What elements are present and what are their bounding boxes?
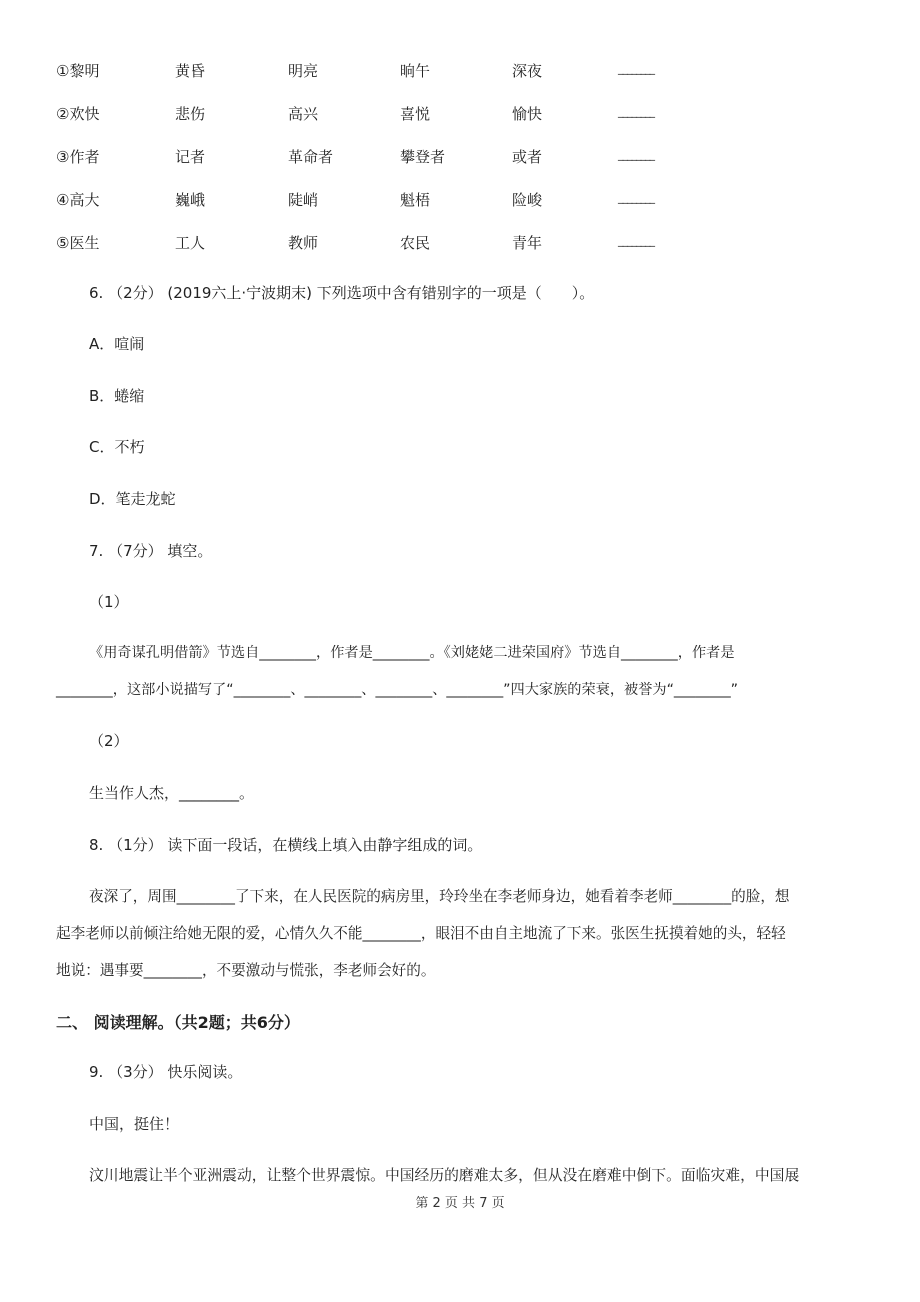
word-group-row [0, 103, 920, 125]
word: ②欢快 [56, 105, 100, 123]
q7-part1-line1: 《用奇谋孔明借箭》节选自________，作者是________。《刘姥姥二进荣国府》节选自________，作者是 [89, 645, 735, 661]
q6-option-b[interactable]: B．蜷缩 [89, 387, 145, 405]
answer-blank[interactable]: ________ [618, 148, 654, 161]
word: 工人 [175, 234, 206, 252]
word: 黄昏 [175, 62, 206, 80]
section-heading: 二、 阅读理解。（共2题；共6分） [56, 1013, 300, 1032]
word: 革命者 [288, 148, 334, 166]
page-footer: 第 2 页 共 7 页 [415, 1196, 505, 1211]
q7-stem: 7. （7分） 填空。 [89, 542, 213, 560]
word-group-row [0, 189, 920, 211]
word: 教师 [288, 234, 319, 252]
word: 记者 [175, 148, 206, 166]
word: 魁梧 [400, 191, 431, 209]
q7-part1-line2: ________，这部小说描写了“________、________、________、________”四大家族的荣衰，被誉为“________” [56, 682, 739, 698]
q9-passage-line1: 汶川地震让半个亚洲震动，让整个世界震惊。中国经历的磨难太多，但从没在磨难中倒下。面临灾难，中国展 [89, 1167, 800, 1184]
word: 险峻 [512, 191, 543, 209]
word: 农民 [400, 234, 431, 252]
q6-option-a[interactable]: A．喧闹 [89, 335, 145, 353]
word: 巍峨 [175, 191, 206, 209]
word: 深夜 [512, 62, 543, 80]
answer-blank[interactable]: ________ [618, 234, 654, 247]
q9-passage-title: 中国，挺住！ [89, 1115, 180, 1133]
word: 攀登者 [400, 148, 446, 166]
q7-part1-label: （1） [89, 593, 129, 611]
answer-blank[interactable]: ________ [618, 105, 654, 118]
word: 青年 [512, 234, 543, 252]
q7-part2-line: 生当作人杰，________。 [89, 784, 255, 802]
word-group-row [0, 232, 920, 254]
word: ③作者 [56, 148, 100, 166]
q8-line2: 起李老师以前倾注给她无限的爱，心情久久不能________，眼泪不由自主地流了下来。张医生抚摸着她的头，轻轻 [56, 925, 786, 942]
q8-stem: 8. （1分） 读下面一段话，在横线上填入由静字组成的词。 [89, 836, 483, 854]
q6-stem: 6. （2分） (2019六上·宁波期末) 下列选项中含有错别字的一项是（ ）。 [89, 284, 595, 302]
word: 明亮 [288, 62, 319, 80]
word-group-row [0, 60, 920, 82]
word: ④高大 [56, 191, 100, 209]
word: 喜悦 [400, 105, 431, 123]
word: 陡峭 [288, 191, 319, 209]
answer-blank[interactable]: ________ [618, 191, 654, 204]
word-group-row [0, 146, 920, 168]
q7-part2-label: （2） [89, 732, 129, 750]
word: 或者 [512, 148, 543, 166]
word: 愉快 [512, 105, 543, 123]
q9-stem: 9. （3分） 快乐阅读。 [89, 1063, 243, 1081]
q8-line3: 地说：遇事要________，不要激动与慌张，李老师会好的。 [56, 962, 436, 979]
q6-option-c[interactable]: C．不朽 [89, 438, 145, 456]
q8-line1: 夜深了，周围________了下来，在人民医院的病房里，玲玲坐在李老师身边，她看着李老师________的脸，想 [89, 888, 790, 905]
word: 悲伤 [175, 105, 206, 123]
word: ⑤医生 [56, 234, 100, 252]
answer-blank[interactable]: ________ [618, 62, 654, 75]
word: 晌午 [400, 62, 431, 80]
word: ①黎明 [56, 62, 100, 80]
word: 高兴 [288, 105, 319, 123]
q6-option-d[interactable]: D．笔走龙蛇 [89, 490, 176, 508]
